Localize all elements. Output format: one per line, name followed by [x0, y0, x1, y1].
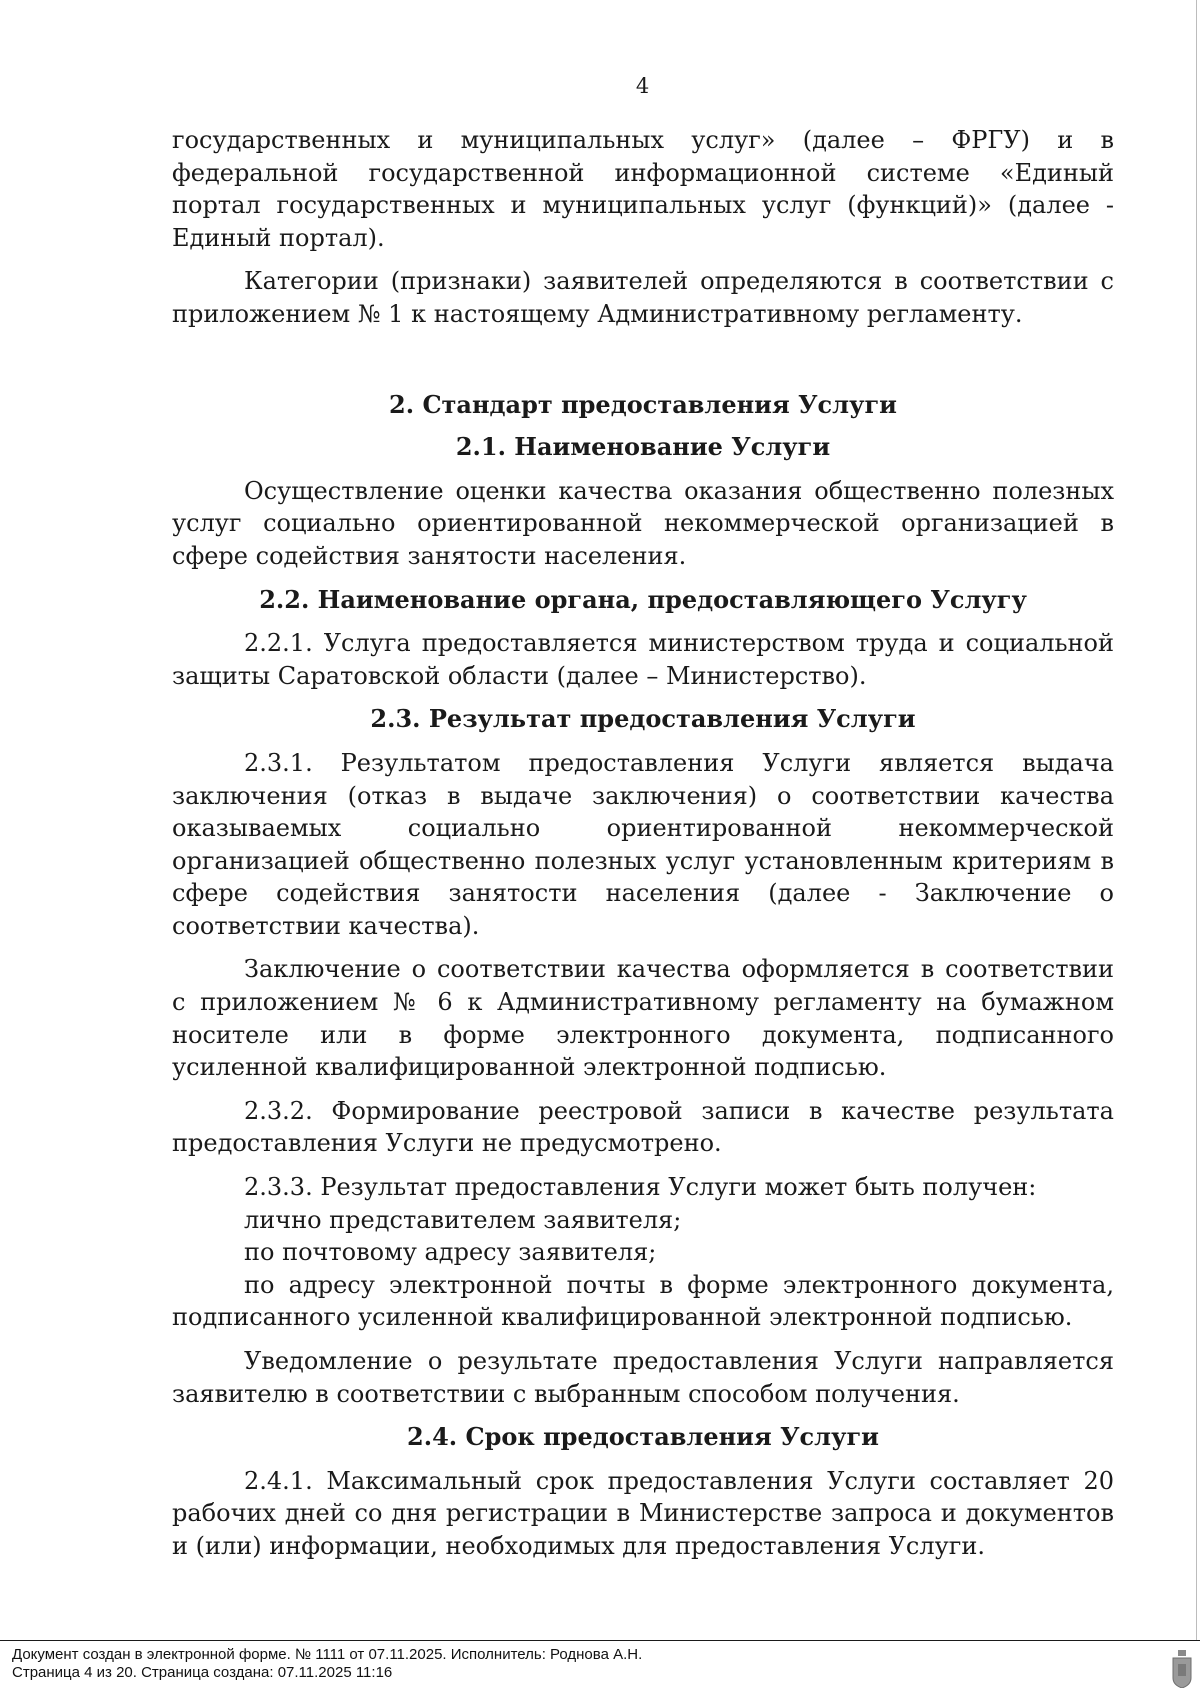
footer-line-1: Документ создан в электронной форме. № 1111 от 07.11.2025. Исполнитель: Роднова А.Н.: [12, 1646, 643, 1663]
list-item-personal: лично представителем заявителя;: [244, 1205, 682, 1234]
paragraph-2-4-1: 2.4.1. Максимальный срок предоставления Услуги составляет 20 рабочих дней со дня регистрации в Министерстве запроса и документов и (или) информации, необходимых для предоставления Услуги.: [172, 1466, 1114, 1560]
section-2-heading: 2. Стандарт предоставления Услуги: [389, 389, 897, 419]
paragraph-notification: Уведомление о результате предоставления Услуги направляется заявителю в соответствии с выбранным способом получения.: [172, 1347, 1114, 1408]
footer-line-2: Страница 4 из 20. Страница создана: 07.11.2025 11:16: [12, 1664, 393, 1681]
paragraph-2-2-1: 2.2.1. Услуга предоставляется министерством труда и социальной защиты Саратовской области (далее – Министерство).: [172, 629, 1114, 690]
intro-paragraph-1: государственных и муниципальных услуг» (далее – ФРГУ) и в федеральной государственной информационной системе «Единый портал государственных и муниципальных услуг (функций)» (далее - Единый портал).: [172, 126, 1114, 252]
page-number: 4: [635, 74, 650, 98]
section-2-3-heading: 2.3. Результат предоставления Услуги: [370, 704, 916, 734]
list-item-postal: по почтовому адресу заявителя;: [244, 1238, 657, 1267]
paragraph-2-3-2: 2.3.2. Формирование реестровой записи в качестве результата предоставления Услуги не предусмотрено.: [172, 1096, 1114, 1158]
document-body: [172, 124, 1114, 1563]
page-edge: [1196, 0, 1197, 1640]
paragraph-2-3-3: 2.3.3. Результат предоставления Услуги может быть получен:: [244, 1173, 1037, 1202]
coat-of-arms-icon: [1172, 1650, 1192, 1688]
intro-paragraph-2: Категории (признаки) заявителей определяются в соответствии с приложением № 1 к настоящему Административному регламенту.: [172, 267, 1114, 328]
paragraph-2-1: Осуществление оценки качества оказания общественно полезных услуг социально ориентированной некоммерческой организацией в сфере содействия занятости населения.: [172, 476, 1114, 570]
paragraph-2-3-1-b: Заключение о соответствии качества оформляется в соответствии с приложением № 6 к Административному регламенту на бумажном носителе или в форме электронного документа, подписанного усиленной квалифицированной электронной подписью.: [172, 955, 1114, 1082]
section-2-4-heading: 2.4. Срок предоставления Услуги: [407, 1422, 879, 1452]
paragraph-2-3-1: 2.3.1. Результатом предоставления Услуги является выдача заключения (отказ в выдаче заключения) о соответствии качества оказываемых социально ориентированной некоммерческой организацией общественно полезных услуг установленным критериям в сфере содействия занятости населения (далее - Заключение о соответствии качества).: [172, 748, 1114, 940]
section-2-2-heading: 2.2. Наименование органа, предоставляющего Услугу: [259, 584, 1027, 614]
list-item-email: по адресу электронной почты в форме электронного документа, подписанного усиленной квалифицированной электронной подписью.: [172, 1270, 1114, 1332]
footer: [12, 1646, 642, 1682]
section-2-1-heading: 2.1. Наименование Услуги: [455, 432, 831, 462]
footer-divider: [0, 1640, 1200, 1641]
